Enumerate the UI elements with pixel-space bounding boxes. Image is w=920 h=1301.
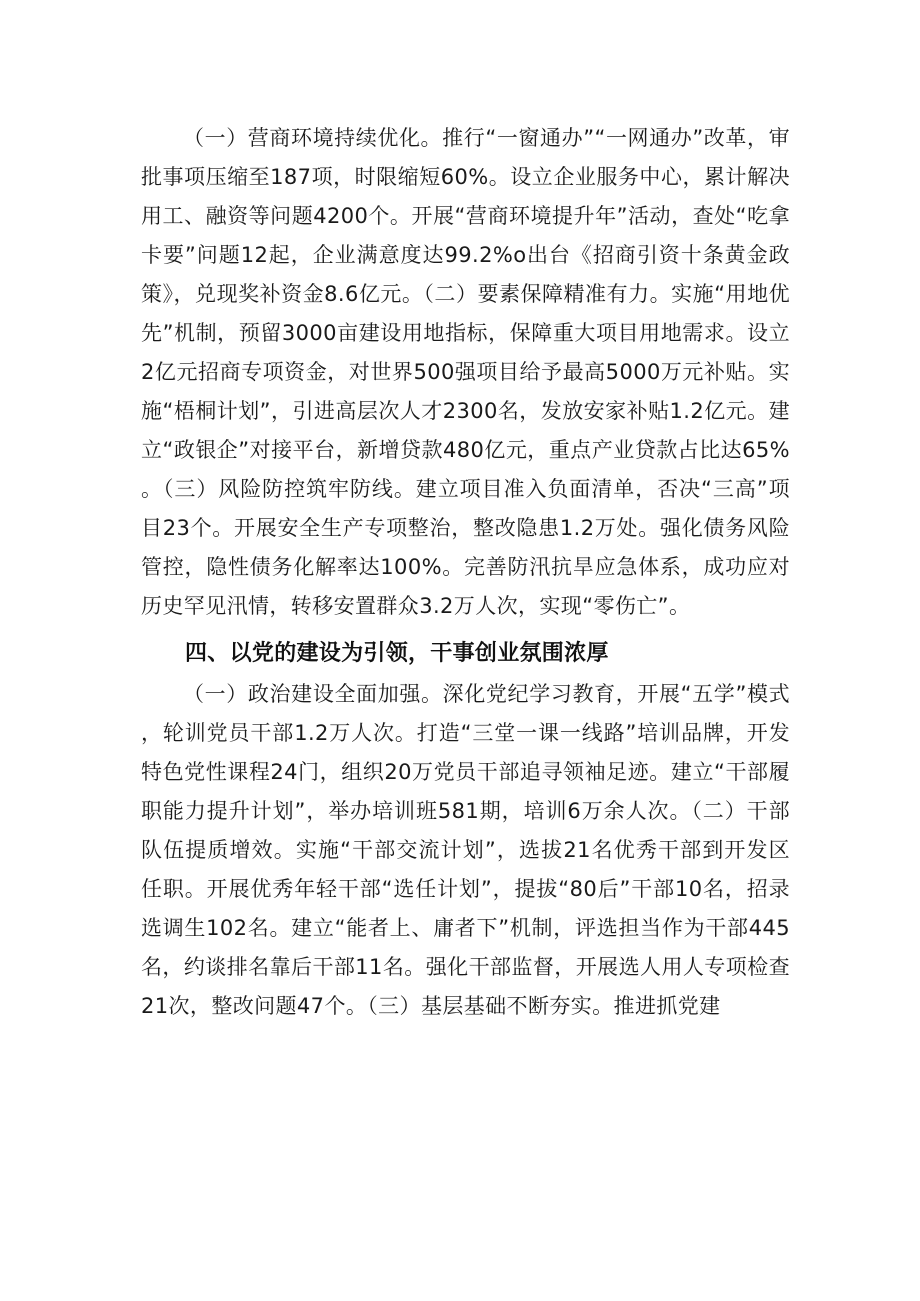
section-heading-party-building: 四、以党的建设为引领，干事创业氛围浓厚 xyxy=(185,641,609,666)
document-page xyxy=(141,119,790,1026)
paragraph-political-construction: （一）政治建设全面加强。深化党纪学习教育，开展“五学”模式，轮训党员干部1.2万人次。打造“三堂一课一线路”培训品牌，开发特色党性课程24门，组织20万党员干部追寻领袖足迹。建立“干部履职能力提升计划”，举办培训班581期，培训6万余人次。（二）干部队伍提质增效。实施“干部交流计划”，选拔21名优秀干部到开发区任职。开展优秀年轻干部“选任计划”，提拔“80后”干部10名，招录选调生102名。建立“能者上、庸者下”机制，评选担当作为干部445名，约谈排名靠后干部11名。强化干部监督，开展选人用人专项检查21次，整改问题47个。（三）基层基础不断夯实。推进抓党建 xyxy=(141,682,790,1018)
paragraph-business-environment: （一）营商环境持续优化。推行“一窗通办”“一网通办”改革，审批事项压缩至187项，时限缩短60%。设立企业服务中心，累计解决用工、融资等问题4200个。开展“营商环境提升年”活动，查处“吃拿卡要”问题12起，企业满意度达99.2%o出台《招商引资十条黄金政策》，兑现奖补资金8.6亿元。（二）要素保障精准有力。实施“用地优先”机制，预留3000亩建设用地指标，保障重大项目用地需求。设立2亿元招商专项资金，对世界500强项目给予最高5000万元补贴。实施“梧桐计划”，引进高层次人才2300名，发放安家补贴1.2亿元。建立“政银企”对接平台，新增贷款480亿元，重点产业贷款占比达65%。（三）风险防控筑牢防线。建立项目准入负面清单，否决“三高”项目23个。开展安全生产专项整治，整改隐患1.2万处。强化债务风险管控，隐性债务化解率达100%。完善防汛抗旱应急体系，成功应对历史罕见汛情，转移安置群众3.2万人次，实现“零伤亡”。 xyxy=(141,126,790,618)
